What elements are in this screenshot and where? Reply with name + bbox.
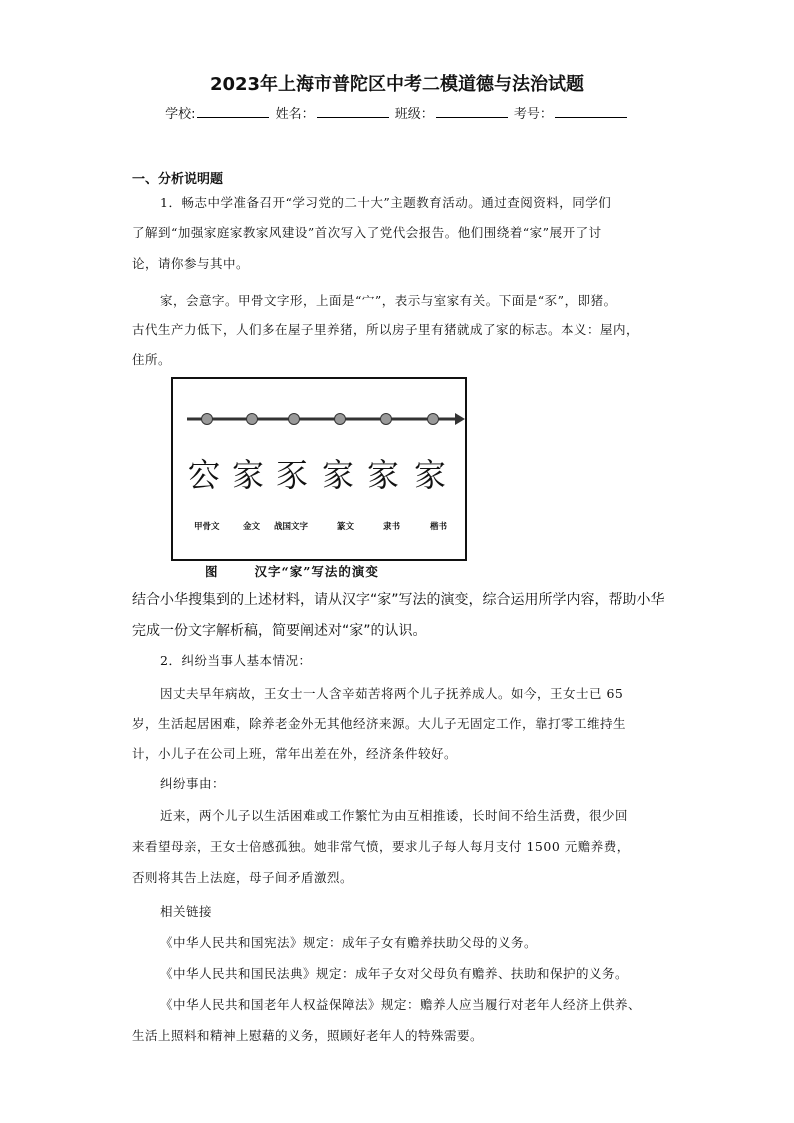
name-blank <box>317 105 389 118</box>
law-line: 《中华人民共和国民法典》规定：成年子女对父母负有赡养、扶助和保护的义务。 <box>160 966 629 981</box>
exam-no-blank <box>555 105 627 118</box>
q2-heading: 2．纠纷当事人基本情况： <box>160 653 312 668</box>
caption-prefix: 图 <box>205 564 219 579</box>
class-label: 班级： <box>394 107 434 122</box>
glyph-label: 战国文字 <box>274 522 309 532</box>
q1-para2-line: 古代生产力低下，人们多在屋子里养猪，所以房子里有猪就成了家的标志。本义：屋内， <box>132 322 640 337</box>
q2-para2-line: 近来，两个儿子以生活困难或工作繁忙为由互相推诿，长时间不给生活费，很少回 <box>160 808 629 823</box>
glyph-label: 隶书 <box>383 522 401 532</box>
q1-task-line: 完成一份文字解析稿，简要阐述对“家”的认识。 <box>132 623 427 639</box>
law-line: 《中华人民共和国老年人权益保障法》规定：赡养人应当履行对老年人经济上供养、 <box>160 997 642 1012</box>
q2-para2-line: 来看望母亲，王女士倍感孤独。她非常气愤，要求儿子每人每月支付 1500 元赡养费， <box>132 839 630 854</box>
class-blank <box>436 105 508 118</box>
school-blank <box>197 105 269 118</box>
glyph-label: 甲骨文 <box>194 522 220 532</box>
law-line: 《中华人民共和国宪法》规定：成年子女有赡养扶助父母的义务。 <box>160 935 538 950</box>
page-title: 2023年上海市普陀区中考二模道德与法治试题 <box>209 74 585 95</box>
q1-line: 1．畅志中学准备召开“学习党的二十大”主题教育活动。通过查阅资料，同学们 <box>160 195 612 210</box>
seal-glyph: 家 <box>322 456 355 494</box>
q1-task-line: 结合小华搜集到的上述材料，请从汉字“家”写法的演变，综合运用所学内容，帮助小华 <box>132 592 665 608</box>
oracle-glyph: 㝐 <box>188 456 221 494</box>
law-line: 生活上照料和精神上慰藉的义务，照顾好老年人的特殊需要。 <box>132 1028 484 1043</box>
caption-text: 汉字“家”写法的演变 <box>254 564 379 579</box>
figure-caption <box>205 562 379 580</box>
q1-para2-line: 住所。 <box>132 352 172 367</box>
glyph-label: 篆文 <box>337 522 355 532</box>
q2-para1-line: 岁，生活起居困难，除养老金外无其他经济来源。大儿子无固定工作，靠打零工维持生 <box>132 716 627 731</box>
student-info-line <box>0 103 794 122</box>
q2-para2-line: 否则将其告上法庭，母子间矛盾激烈。 <box>132 870 354 885</box>
q1-line: 论，请你参与其中。 <box>132 256 250 271</box>
glyph-label: 楷书 <box>430 522 448 532</box>
name-label: 姓名： <box>275 107 315 122</box>
q2-link-heading: 相关链接 <box>160 904 213 919</box>
clerical-glyph: 家 <box>367 456 400 494</box>
q2-para1-line: 因丈夫早年病故，王女士一人含辛茹苦将两个儿子抚养成人。如今，王女士已 65 <box>160 686 624 701</box>
exam-no-label: 考号： <box>513 107 553 122</box>
glyph-label: 金文 <box>243 522 261 532</box>
q1-para2-line: 家，会意字。甲骨文字形，上面是“宀”，表示与室家有关。下面是“豕”，即猪。 <box>160 293 617 308</box>
bronze-glyph: 家 <box>232 456 265 494</box>
regular-glyph: 家 <box>414 456 447 494</box>
q1-line: 了解到“加强家庭家教家风建设”首次写入了党代会报告。他们围绕着“家”展开了讨 <box>132 225 602 240</box>
q2-cause-heading: 纠纷事由： <box>160 776 226 791</box>
q2-para1-line: 计，小儿子在公司上班，常年出差在外，经济条件较好。 <box>132 746 458 761</box>
school-label: 学校: <box>165 107 196 122</box>
warring-states-glyph: 豕 <box>276 456 309 494</box>
section-heading: 一、分析说明题 <box>132 172 224 187</box>
